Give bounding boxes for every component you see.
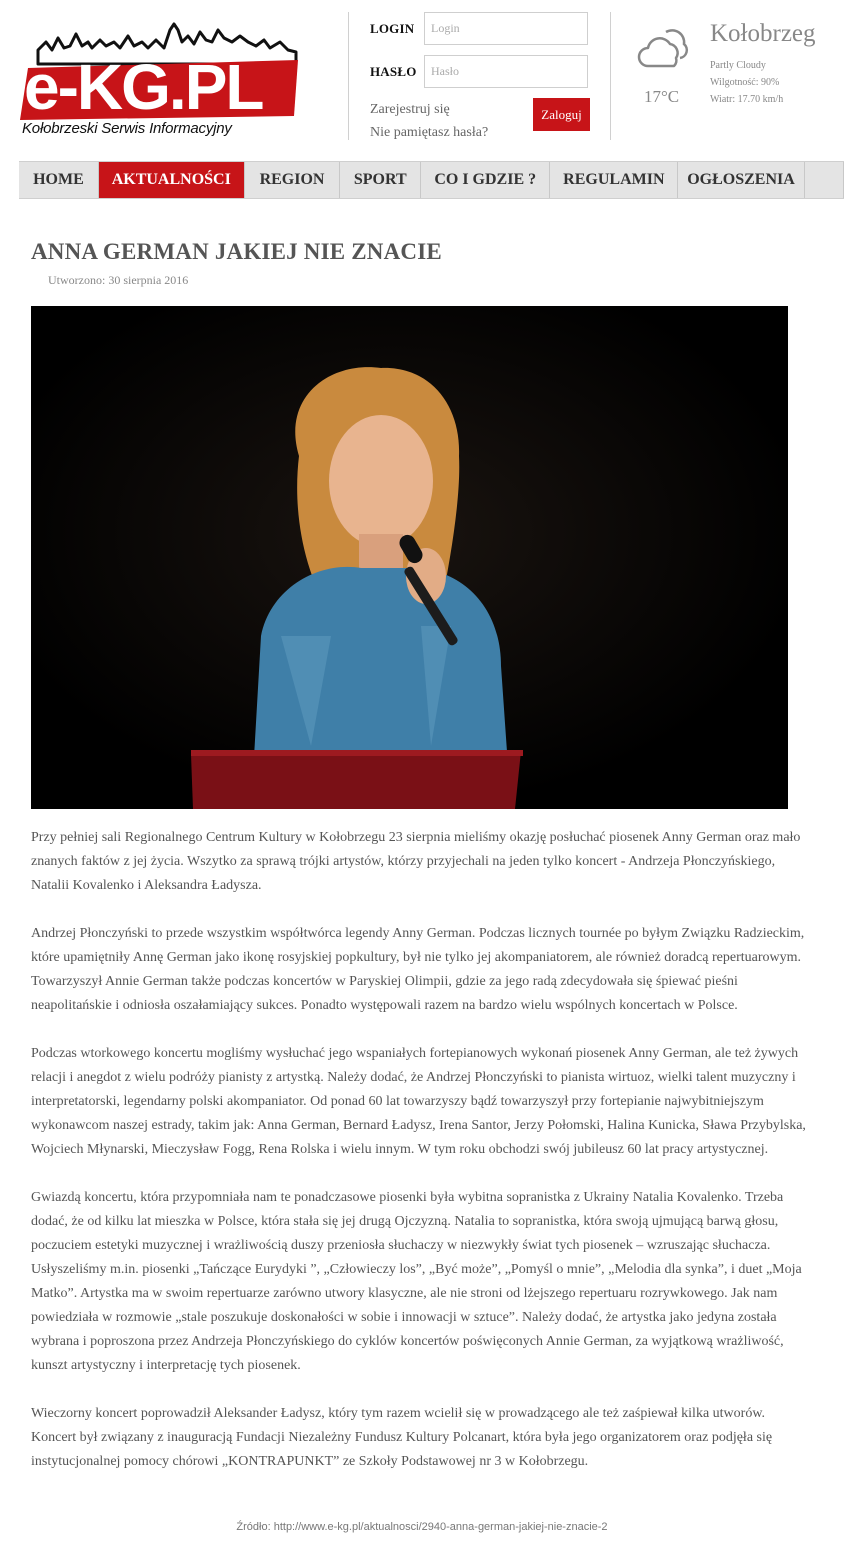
- partly-cloudy-icon: [636, 22, 690, 76]
- article-photo: [31, 306, 788, 809]
- weather-wind: Wiatr: 17.70 km/h: [710, 94, 784, 105]
- singer-photo-illustration: [31, 306, 788, 809]
- nav-item-home[interactable]: HOME: [19, 162, 99, 198]
- nav-item-sport[interactable]: SPORT: [340, 162, 421, 198]
- weather-city: Kołobrzeg: [710, 20, 816, 47]
- article-paragraph: Podczas wtorkowego koncertu mogliśmy wysłuchać jego wspaniałych fortepianowych wykonań piosenek Anny German, ale też żywych relacji i anegdot z wielu podróży pianisty z artystką. Należy dodać, że Andrzej Płonczyński to pianista wirtuoz, wielki talent muzyczny i interpretatorski, legendarny polski akompaniator. Od ponad 60 lat towarzyszy bądź towarzyszył przy fortepianie najwybitniejszym wykonawcom naszej estrady, takim jak: Anna German, Bernard Ładysz, Irena Santor, Jerzy Połomski, Halina Kunicka, Sława Przybylska, Wojciech Młynarski, Mieczysław Fogg, Rena Rolska i wielu innym. W tym roku obchodzi swój jubileusz 60 lat pracy artystycznej.: [31, 1046, 806, 1157]
- login-input[interactable]: [424, 12, 588, 45]
- password-input[interactable]: [424, 55, 588, 88]
- logo-subtitle: Kołobrzeski Serwis Informacyjny: [22, 120, 232, 137]
- login-button[interactable]: Zaloguj: [533, 98, 590, 131]
- nav-item-ogloszenia[interactable]: OGŁOSZENIA: [678, 162, 804, 198]
- article-created-date: Utworzono: 30 sierpnia 2016: [48, 273, 189, 287]
- nav-item-co-i-gdzie[interactable]: CO I GDZIE ?: [421, 162, 550, 198]
- forgot-password-link[interactable]: Nie pamiętasz hasła?: [370, 125, 489, 140]
- login-label: LOGIN: [370, 21, 415, 36]
- site-logo[interactable]: [18, 12, 308, 137]
- article-paragraph: Gwiazdą koncertu, która przypomniała nam te ponadczasowe piosenki była wybitna sopranistka z Ukrainy Natalia Kovalenko. Trzeba dodać, że od kilku lat mieszka w Polsce, która stała się jej drugą Ojczyzną. Natalia to sopranistka, która swoją ujmującą barwą głosu, poczuciem estetyki muzycznej i wrażliwością duszy przeniosła słuchaczy w niezwykły świat tych piosenek – wzruszając słuchacza. Usłyszeliśmy m.in. piosenki „Tańczące Eurydyki ”, „Człowieczy los”, „Być może”, „Pomyśl o mnie”, „Melodia dla synka”, i duet „Moja Matko”. Artystka ma w swoim repertuarze zarówno utwory klasyczne, ale nie stroni od lżejszego repertuaru rozrywkowego. Jak nam powiedziała w rozmowie „stale poszukuje doskonałości w sobie i innowacji w sztuce”. Należy dodać, że artystka jako jedyna została wybrana i poproszona przez Andrzeja Płonczyńskiego do cyklów koncertów poświęconych Annie German, za wyjątkową wrażliwość, kunszt artystyczny i interpretację tych piosenek.: [31, 1190, 802, 1373]
- article-paragraph: Andrzej Płonczyński to przede wszystkim współtwórca legendy Anny German. Podczas licznych tournée po byłym Związku Radzieckim, które upamiętniły Annę German jako ikonę rosyjskiej popkultury, był nie tylko jej akompaniatorem, ale również doradcą repertuarowym. Towarzyszył Annie German także podczas koncertów w Paryskiej Olimpii, gdzie za jego radą zdecydowała się śpiewać pieśni neapolitańskie i odniosła oszałamiający sukces. Ponadto występowali razem na bardzo wielu wspólnych koncertach w Polsce.: [31, 926, 805, 1013]
- article-body: [31, 826, 811, 1498]
- article-title: ANNA GERMAN JAKIEJ NIE ZNACIE: [31, 239, 442, 264]
- weather-temperature: 17°C: [644, 87, 680, 106]
- login-form: [368, 10, 598, 145]
- article-paragraph: Przy pełniej sali Regionalnego Centrum Kultury w Kołobrzegu 23 sierpnia mieliśmy okazję posłuchać piosenek Anny German oraz mało znanych faktów z jej życia. Wszytko za sprawą trójki artystów, którzy przyjechali na jeden tylko koncert - Andrzeja Płonczyńskiego, Natalii Kovalenko i Aleksandra Ładysza.: [31, 830, 801, 893]
- article-source[interactable]: Źródło: http://www.e-kg.pl/aktualnosci/2940-anna-german-jakiej-nie-znacie-2: [236, 1521, 608, 1533]
- weather-condition: Partly Cloudy: [710, 60, 766, 71]
- nav-item-overflow[interactable]: [805, 162, 844, 198]
- nav-item-region[interactable]: REGION: [245, 162, 341, 198]
- weather-widget: [624, 10, 834, 140]
- logo-wordmark: e-KG.PL: [24, 51, 263, 123]
- main-nav: [19, 161, 844, 199]
- nav-item-regulamin[interactable]: REGULAMIN: [550, 162, 678, 198]
- article-paragraph: Wieczorny koncert poprowadził Aleksander Ładysz, który tym razem wcielił się w prowadzącego ale też zaśpiewał kilka utworów. Koncert był związany z inauguracją Fundacji Niezależny Fundusz Kultury Polcanart, która była jego organizatorem oraz podjęła się instytucjonalnej pomocy chórowi „KONTRAPUNKT” ze Szkoły Podstawowej nr 3 w Kołobrzegu.: [31, 1406, 773, 1469]
- divider: [348, 12, 349, 140]
- password-label: HASŁO: [370, 64, 417, 79]
- divider: [610, 12, 611, 140]
- register-link[interactable]: Zarejestruj się: [370, 102, 450, 117]
- weather-humidity: Wilgotność: 90%: [710, 77, 780, 88]
- nav-item-aktualnosci[interactable]: AKTUALNOŚCI: [99, 162, 245, 198]
- site-header: [0, 0, 844, 150]
